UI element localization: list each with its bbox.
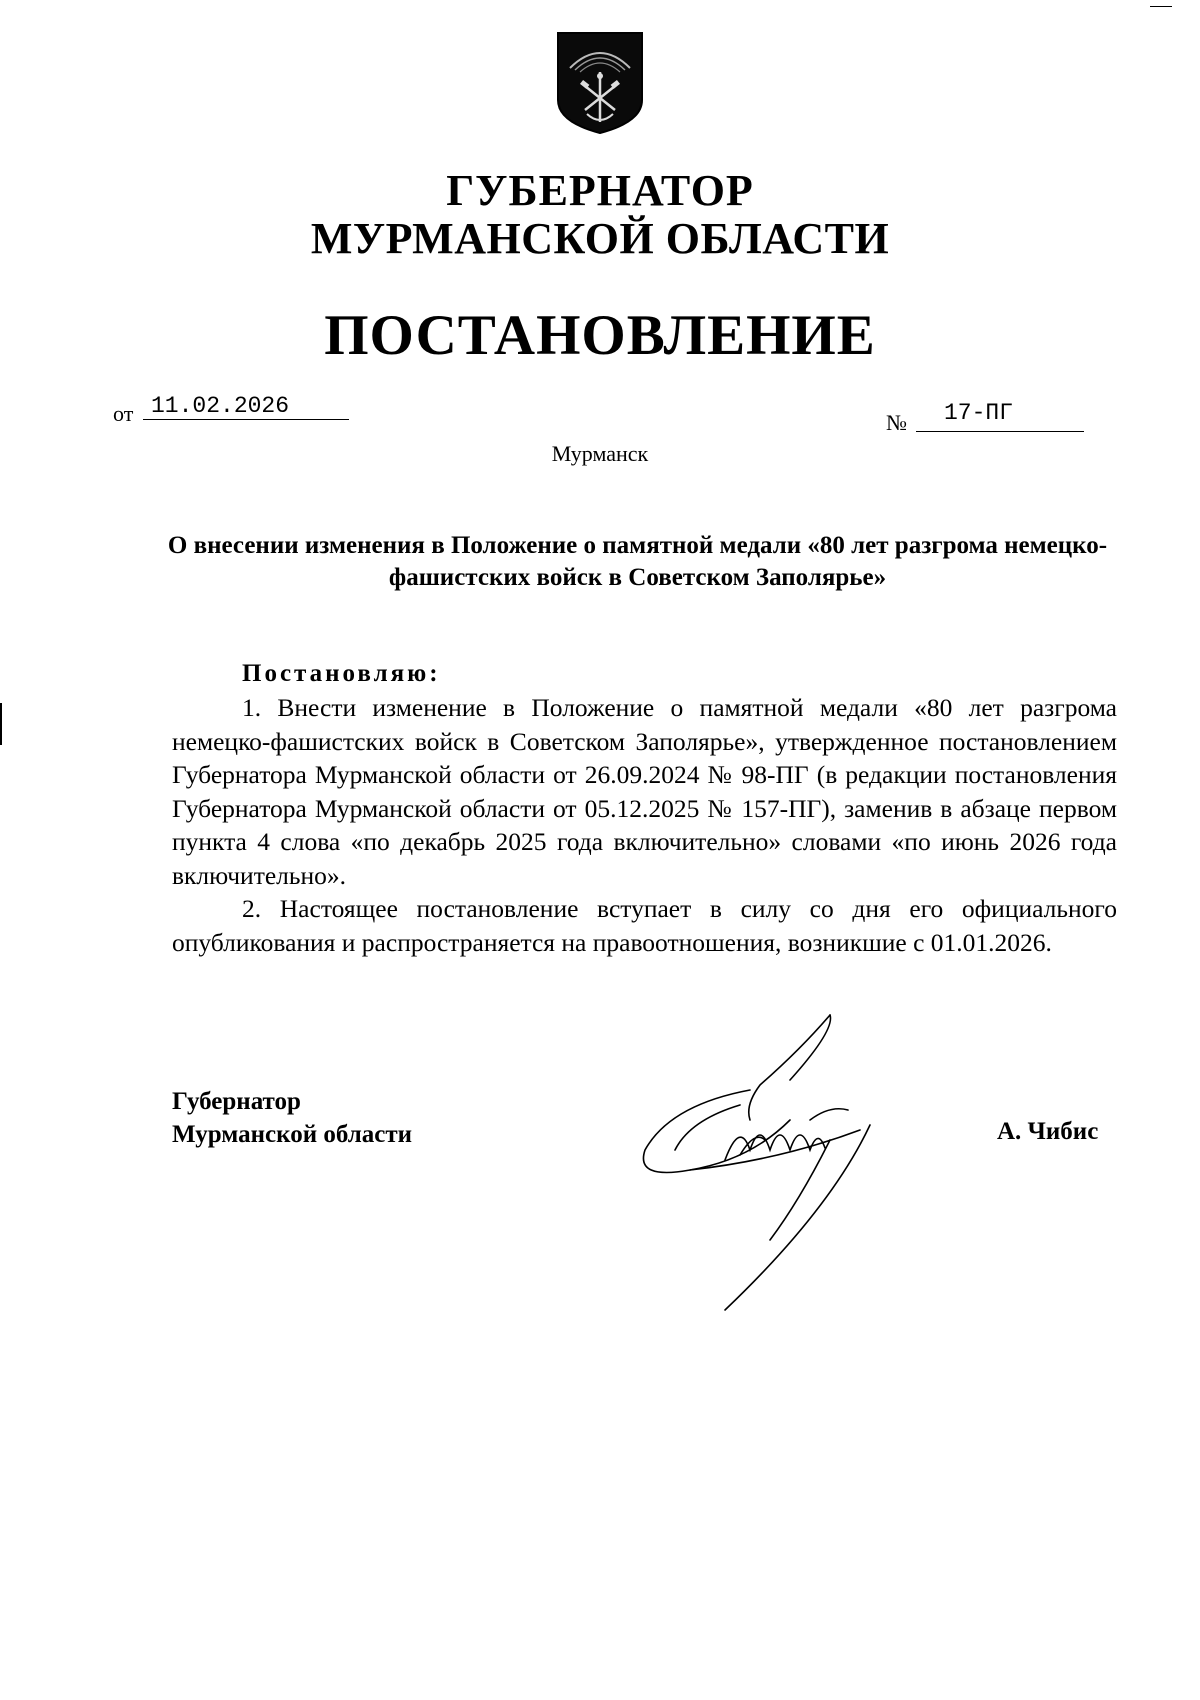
document-date: 11.02.2026: [143, 393, 349, 420]
document-type-heading: ПОСТАНОВЛЕНИЕ: [324, 304, 876, 367]
decree-operative-word: Постановляю:: [242, 660, 441, 687]
signer-position-line1: Губернатор: [172, 1088, 301, 1115]
signer-position-line2: Мурманской области: [172, 1121, 413, 1148]
number-sign: №: [886, 410, 907, 435]
signer-name: А. Чибис: [997, 1118, 1099, 1145]
coat-of-arms-emblem: [555, 30, 645, 135]
authority-name-line2: МУРМАНСКОЙ ОБЛАСТИ: [310, 214, 890, 263]
authority-name-line1: ГУБЕРНАТОР: [446, 166, 754, 215]
signer-position: [172, 1085, 412, 1151]
scan-edge-mark: [1150, 6, 1172, 7]
date-prefix: от: [113, 401, 134, 426]
document-number: 17-ПГ: [916, 400, 1084, 432]
scan-edge-mark: [0, 703, 2, 745]
handwritten-signature: [630, 1010, 940, 1320]
issue-city: Мурманск: [551, 441, 649, 466]
body-paragraph-2: 2. Настоящее постановление вступает в силу со дня его официального опубликования и распространяется на правоотношения, возникшие с 01.01.2026.: [172, 894, 1117, 957]
document-title: О внесении изменения в Положение о памятной медали «80 лет разгрома немецко-фашистских войск в Советском Заполярье»: [167, 532, 1108, 591]
body-paragraph-1: 1. Внести изменение в Положение о памятной медали «80 лет разгрома немецко-фашистских войск в Советском Заполярье», утвержденное постановлением Губернатора Мурманской области от 26.09.2024 № 98-ПГ (в редакции постановления Губернатора Мурманской области от 05.12.2025 № 157-ПГ), заменив в абзаце первом пункта 4 слова «по декабрь 2025 года включительно» словами «по июнь 2026 года включительно».: [172, 693, 1117, 890]
document-body: [172, 691, 1117, 959]
